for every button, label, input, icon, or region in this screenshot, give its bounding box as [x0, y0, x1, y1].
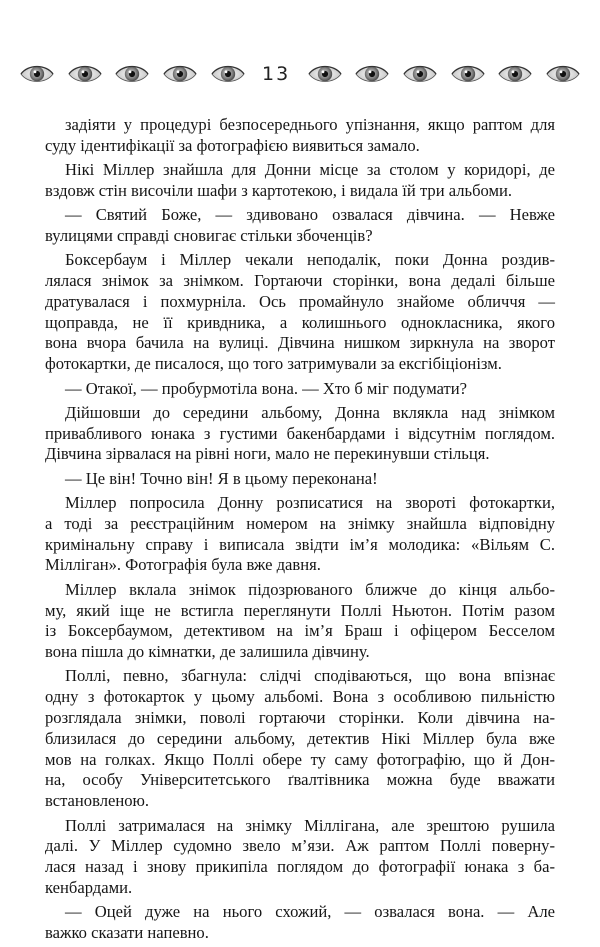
text-line: — Оцей дуже на нього схожий, — озвалася вона. — Але [65, 902, 555, 922]
text-line: вулицями справді сновигає стільки збоченців? [45, 225, 373, 245]
text-line: близилася до середини альбому, детектив Нікі Міллер була вже [45, 728, 555, 748]
paragraph [45, 493, 555, 576]
text-line: встановленою. [45, 791, 150, 811]
text-line: — Святий Боже, — здивовано озвалася дівчина. — Невже [65, 205, 555, 225]
eye-icon [115, 63, 149, 85]
paragraph [45, 160, 555, 202]
text-line: розглядала знімки, поволі гортаючи сторінки. Коли дівчина на- [45, 708, 555, 728]
page-number: 13 [262, 63, 291, 85]
text-line: щоправда, не її кривдника, а колишнього однокласника, якого [45, 312, 555, 332]
text-line: далі. У Міллер судомно звело м’язи. Аж раптом Поллі поверну- [45, 836, 555, 856]
paragraph [45, 469, 555, 490]
text-line: му, який іще не встигла переглянути Поллі Ньютон. Потім разом [45, 600, 555, 620]
text-line: Поллі затрималася на знімку Міллігана, але зрештою рушила [65, 815, 555, 835]
text-line: Поллі, певно, збагнула: слідчі сподіваються, що вона впізнає [65, 666, 555, 686]
paragraph [45, 379, 555, 400]
paragraph [45, 205, 555, 247]
text-line: на, особу Університетського ґвалтівника можна буде вважати [45, 770, 555, 790]
text-line: — Це він! Точно він! Я в цьому переконана! [65, 468, 378, 488]
paragraph [45, 666, 555, 812]
paragraph [45, 403, 555, 465]
text-line: Боксербаум і Міллер чекали неподалік, поки Донна роздив- [65, 250, 555, 270]
text-line: із Боксербаумом, детективом на ім’я Браш і офіцером Бесселом [45, 621, 555, 641]
eye-icon [163, 63, 197, 85]
text-line: Дійшовши до середини альбому, Донна вклякла над знімком [65, 402, 555, 422]
eye-icon [308, 63, 342, 85]
text-line: Дівчина зірвалася на рівні ноги, мало не перекинувши стільця. [45, 444, 490, 464]
eye-icon [451, 63, 485, 85]
text-line: фотокартки, де писалося, що того затримували за ексгібіціонізм. [45, 354, 502, 374]
text-line: мов на голках. Якщо Поллі обере ту саму фотографію, що й Дон- [45, 749, 555, 769]
text-line: Мілліган». Фотографія була вже давня. [45, 555, 321, 575]
text-line: лася назад і знову прикипіла поглядом до фотографії юнака з ба- [45, 857, 555, 877]
text-line: кримінальну справу і виписала звідти ім’я молодика: «Вільям С. [45, 534, 555, 554]
paragraph [45, 250, 555, 375]
text-line: дратувалася і похмурніла. Ось промайнуло знайоме обличчя — [45, 291, 555, 311]
text-line: кенбардами. [45, 877, 133, 897]
text-line: — Отакої, — пробурмотіла вона. — Хто б міг подумати? [65, 378, 468, 398]
text-line: Нікі Міллер знайшла для Донни місце за столом у коридорі, де [65, 160, 555, 180]
eye-icon [355, 63, 389, 85]
eye-icon [498, 63, 532, 85]
text-line: лялася знімок за знімком. Гортаючи сторінки, вона дедалі більше [45, 271, 555, 291]
text-line: одну з фотокарток у цьому альбомі. Вона з особливою пильністю [45, 687, 555, 707]
text-line: суду ідентифікації за фотографією виявиться замало. [45, 135, 420, 155]
paragraph [45, 816, 555, 899]
paragraph [45, 115, 555, 157]
eye-icon [211, 63, 245, 85]
text-line: Міллер вклала знімок підозрюваного ближче до кінця альбо- [65, 579, 555, 599]
eye-icon [68, 63, 102, 85]
eye-icon [403, 63, 437, 85]
paragraph [45, 580, 555, 663]
text-line: а тоді за реєстраційним номером на знімку знайшла відповідну [45, 513, 555, 533]
eye-icon [546, 63, 580, 85]
eye-icon [20, 63, 54, 85]
text-line: вона пішла до кімнатки, де залишила дівчину. [45, 642, 370, 662]
body-text [45, 115, 555, 947]
paragraph [45, 902, 555, 944]
text-line: вона вчора бачила на вулиці. Дівчина нишком зиркнула на зворот [45, 333, 555, 353]
text-line: вздовж стін височіли шафи з картотекою, і видала їй три альбоми. [45, 180, 513, 200]
text-line: важко сказати напевно. [45, 922, 209, 942]
text-line: Міллер попросила Донну розписатися на звороті фотокартки, [65, 493, 555, 513]
text-line: привабливого юнака з густими бакенбардами і відсутнім поглядом. [45, 423, 555, 443]
text-line: задіяти у процедурі безпосереднього упізнання, якщо раптом для [65, 115, 555, 134]
page-header [20, 59, 580, 89]
